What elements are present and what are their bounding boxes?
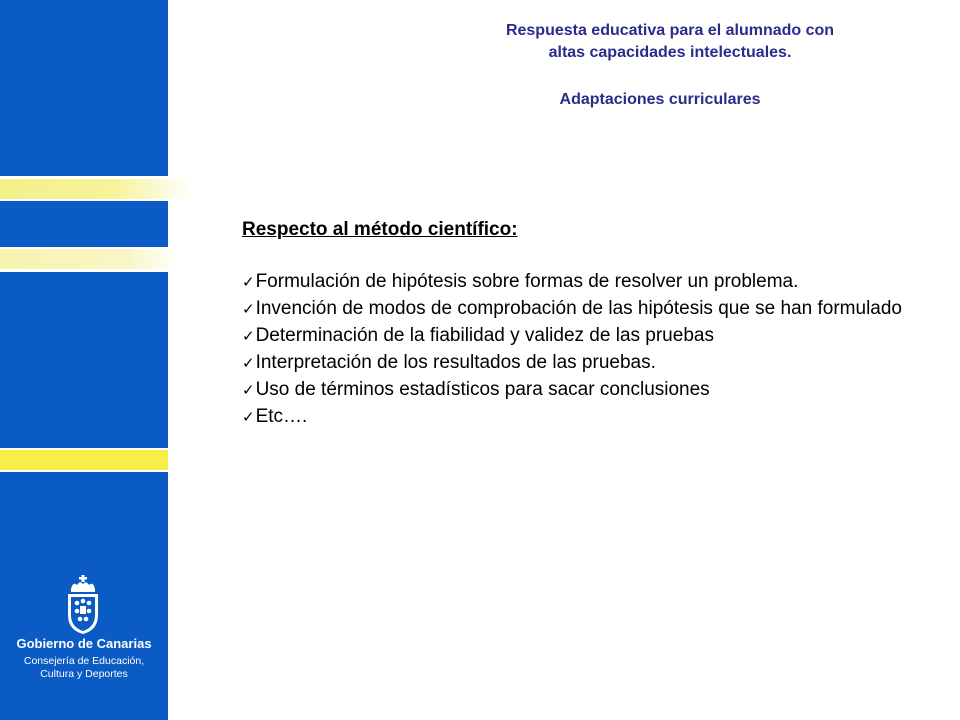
list-item (242, 350, 908, 377)
sidebar (0, 0, 192, 720)
header-subtitle: Adaptaciones curriculares (559, 91, 761, 108)
list-item (242, 269, 908, 296)
sidebar-blue-block-2 (0, 201, 168, 247)
list-item-text: Etc…. (255, 406, 308, 427)
coat-of-arms-icon (63, 575, 103, 635)
list-item (242, 296, 908, 323)
checkmark-icon: ✓ (242, 274, 255, 291)
checkmark-icon: ✓ (242, 301, 255, 318)
list-item-text: Invención de modos de comprobación de las hipótesis que se han formulado (255, 298, 902, 319)
list-item-text: Formulación de hipótesis sobre formas de resolver un problema. (255, 271, 799, 292)
checkmark-icon: ✓ (242, 328, 255, 345)
list-item-text: Determinación de la fiabilidad y validez de las pruebas (255, 325, 714, 346)
org-department-line-2: Cultura y Deportes (40, 668, 128, 680)
sidebar-stripe-light-1 (0, 179, 192, 199)
sidebar-blue-block-top (0, 0, 168, 176)
checkmark-icon: ✓ (242, 355, 255, 372)
list-item (242, 377, 908, 404)
section-title: Respecto al método científico: (242, 219, 518, 240)
checkmark-icon: ✓ (242, 382, 255, 399)
org-department-line-1: Consejería de Educación, (23, 655, 145, 667)
bullet-list (242, 269, 908, 431)
header-title-line-1: Respuesta educativa para el alumnado con (505, 22, 835, 39)
org-name: Gobierno de Canarias (16, 636, 152, 651)
list-item-text: Interpretación de los resultados de las pruebas. (255, 352, 656, 373)
header-title-line-2: altas capacidades intelectuales. (548, 44, 792, 61)
sidebar-blue-block-3 (0, 272, 168, 448)
list-item (242, 404, 908, 431)
sidebar-stripe-yellow (0, 450, 168, 470)
list-item (242, 323, 908, 350)
checkmark-icon: ✓ (242, 409, 255, 426)
main-content (242, 217, 908, 431)
sidebar-stripe-light-2 (0, 249, 180, 269)
list-item-text: Uso de términos estadísticos para sacar conclusiones (255, 379, 710, 400)
